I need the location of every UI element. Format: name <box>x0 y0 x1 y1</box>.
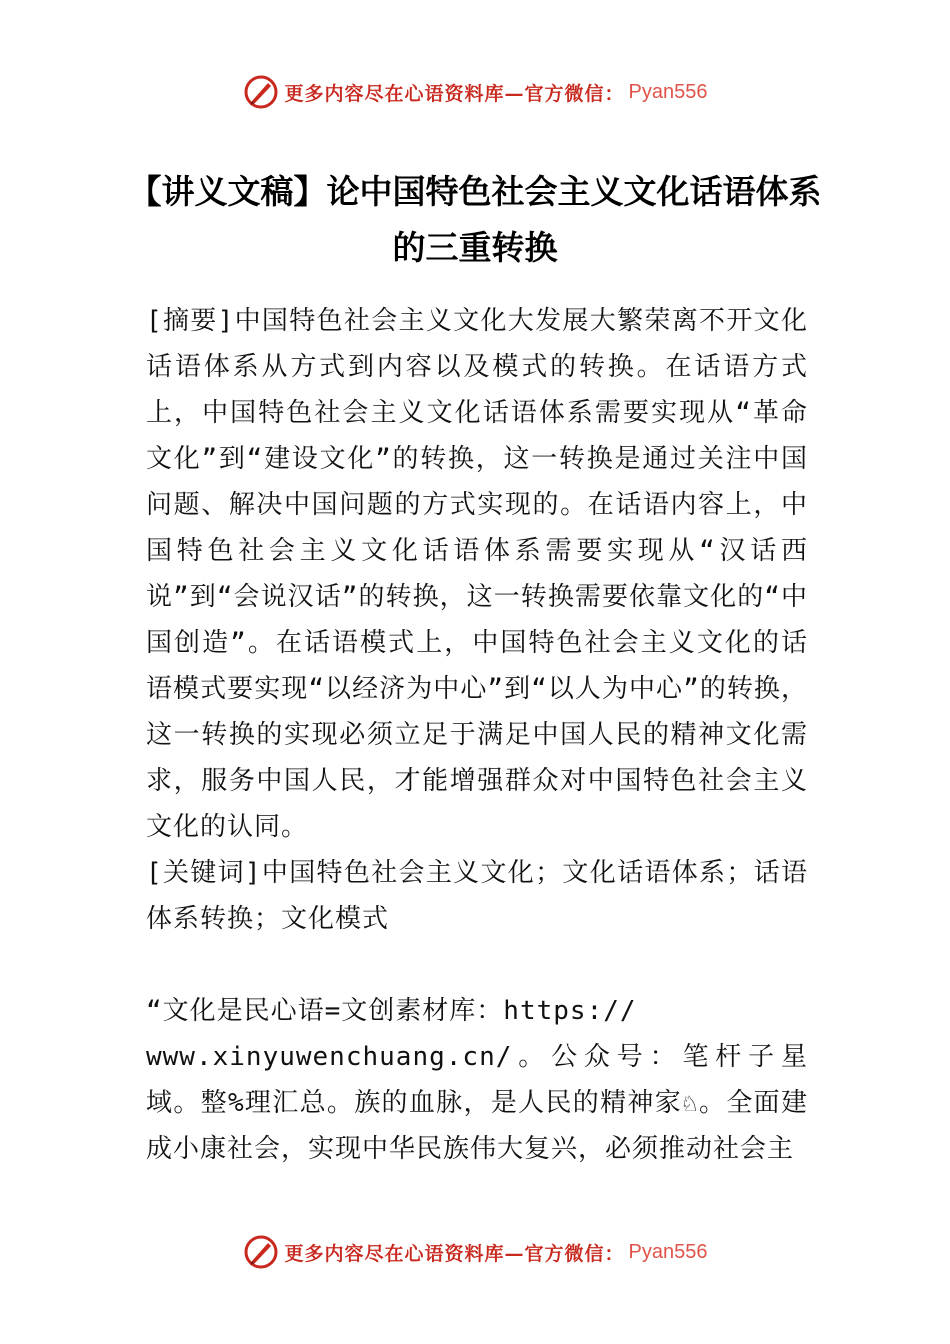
keywords-paragraph: [关键词]中国特色社会主义文化；文化话语体系；话语体系转换；文化模式 <box>146 858 808 934</box>
document-title: 【讲义文稿】论中国特色社会主义文化话语体系的三重转换 <box>128 172 822 267</box>
pen-logo-icon <box>243 74 279 110</box>
banner-wechat-id: Pyan556 <box>628 1240 708 1263</box>
banner-text: 更多内容尽在心语资料库—官方微信： <box>284 82 625 105</box>
document-body <box>146 298 808 1172</box>
pen-logo-icon <box>243 1234 279 1270</box>
body-paragraph: www.xinyuwenchuang.cn/。公众号：笔杆子星域。整%理汇总。族的血脉，是人民的精神家♘。全面建成小康社会，实现中华民族伟大复兴，必须推动社会主 <box>146 1042 808 1164</box>
banner-wechat-id: Pyan556 <box>628 80 708 103</box>
paragraph-gap <box>146 942 808 988</box>
abstract-paragraph: [摘要]中国特色社会主义文化大发展大繁荣离不开文化话语体系从方式到内容以及模式的转换。在话语方式上，中国特色社会主义文化话语体系需要实现从“革命文化”到“建设文化”的转换，这一转换是通过关注中国问题、解决中国问题的方式实现的。在话语内容上，中国特色社会主义文化话语体系需要实现从“汉话西说”到“会说汉话”的转换，这一转换需要依靠文化的“中国创造”。在话语模式上，中国特色社会主义文化的话语模式要实现“以经济为中心”到“以人为中心”的转换，这一转换的实现必须立足于满足中国人民的精神文化需求，服务中国人民，才能增强群众对中国特色社会主义文化的认同。 <box>146 306 808 842</box>
banner-text: 更多内容尽在心语资料库—官方微信： <box>284 1242 625 1265</box>
footer-banner <box>0 1232 950 1272</box>
header-banner <box>0 72 950 112</box>
body-paragraph-line1: “文化是民心语=文创素材库：https:// <box>146 996 637 1026</box>
